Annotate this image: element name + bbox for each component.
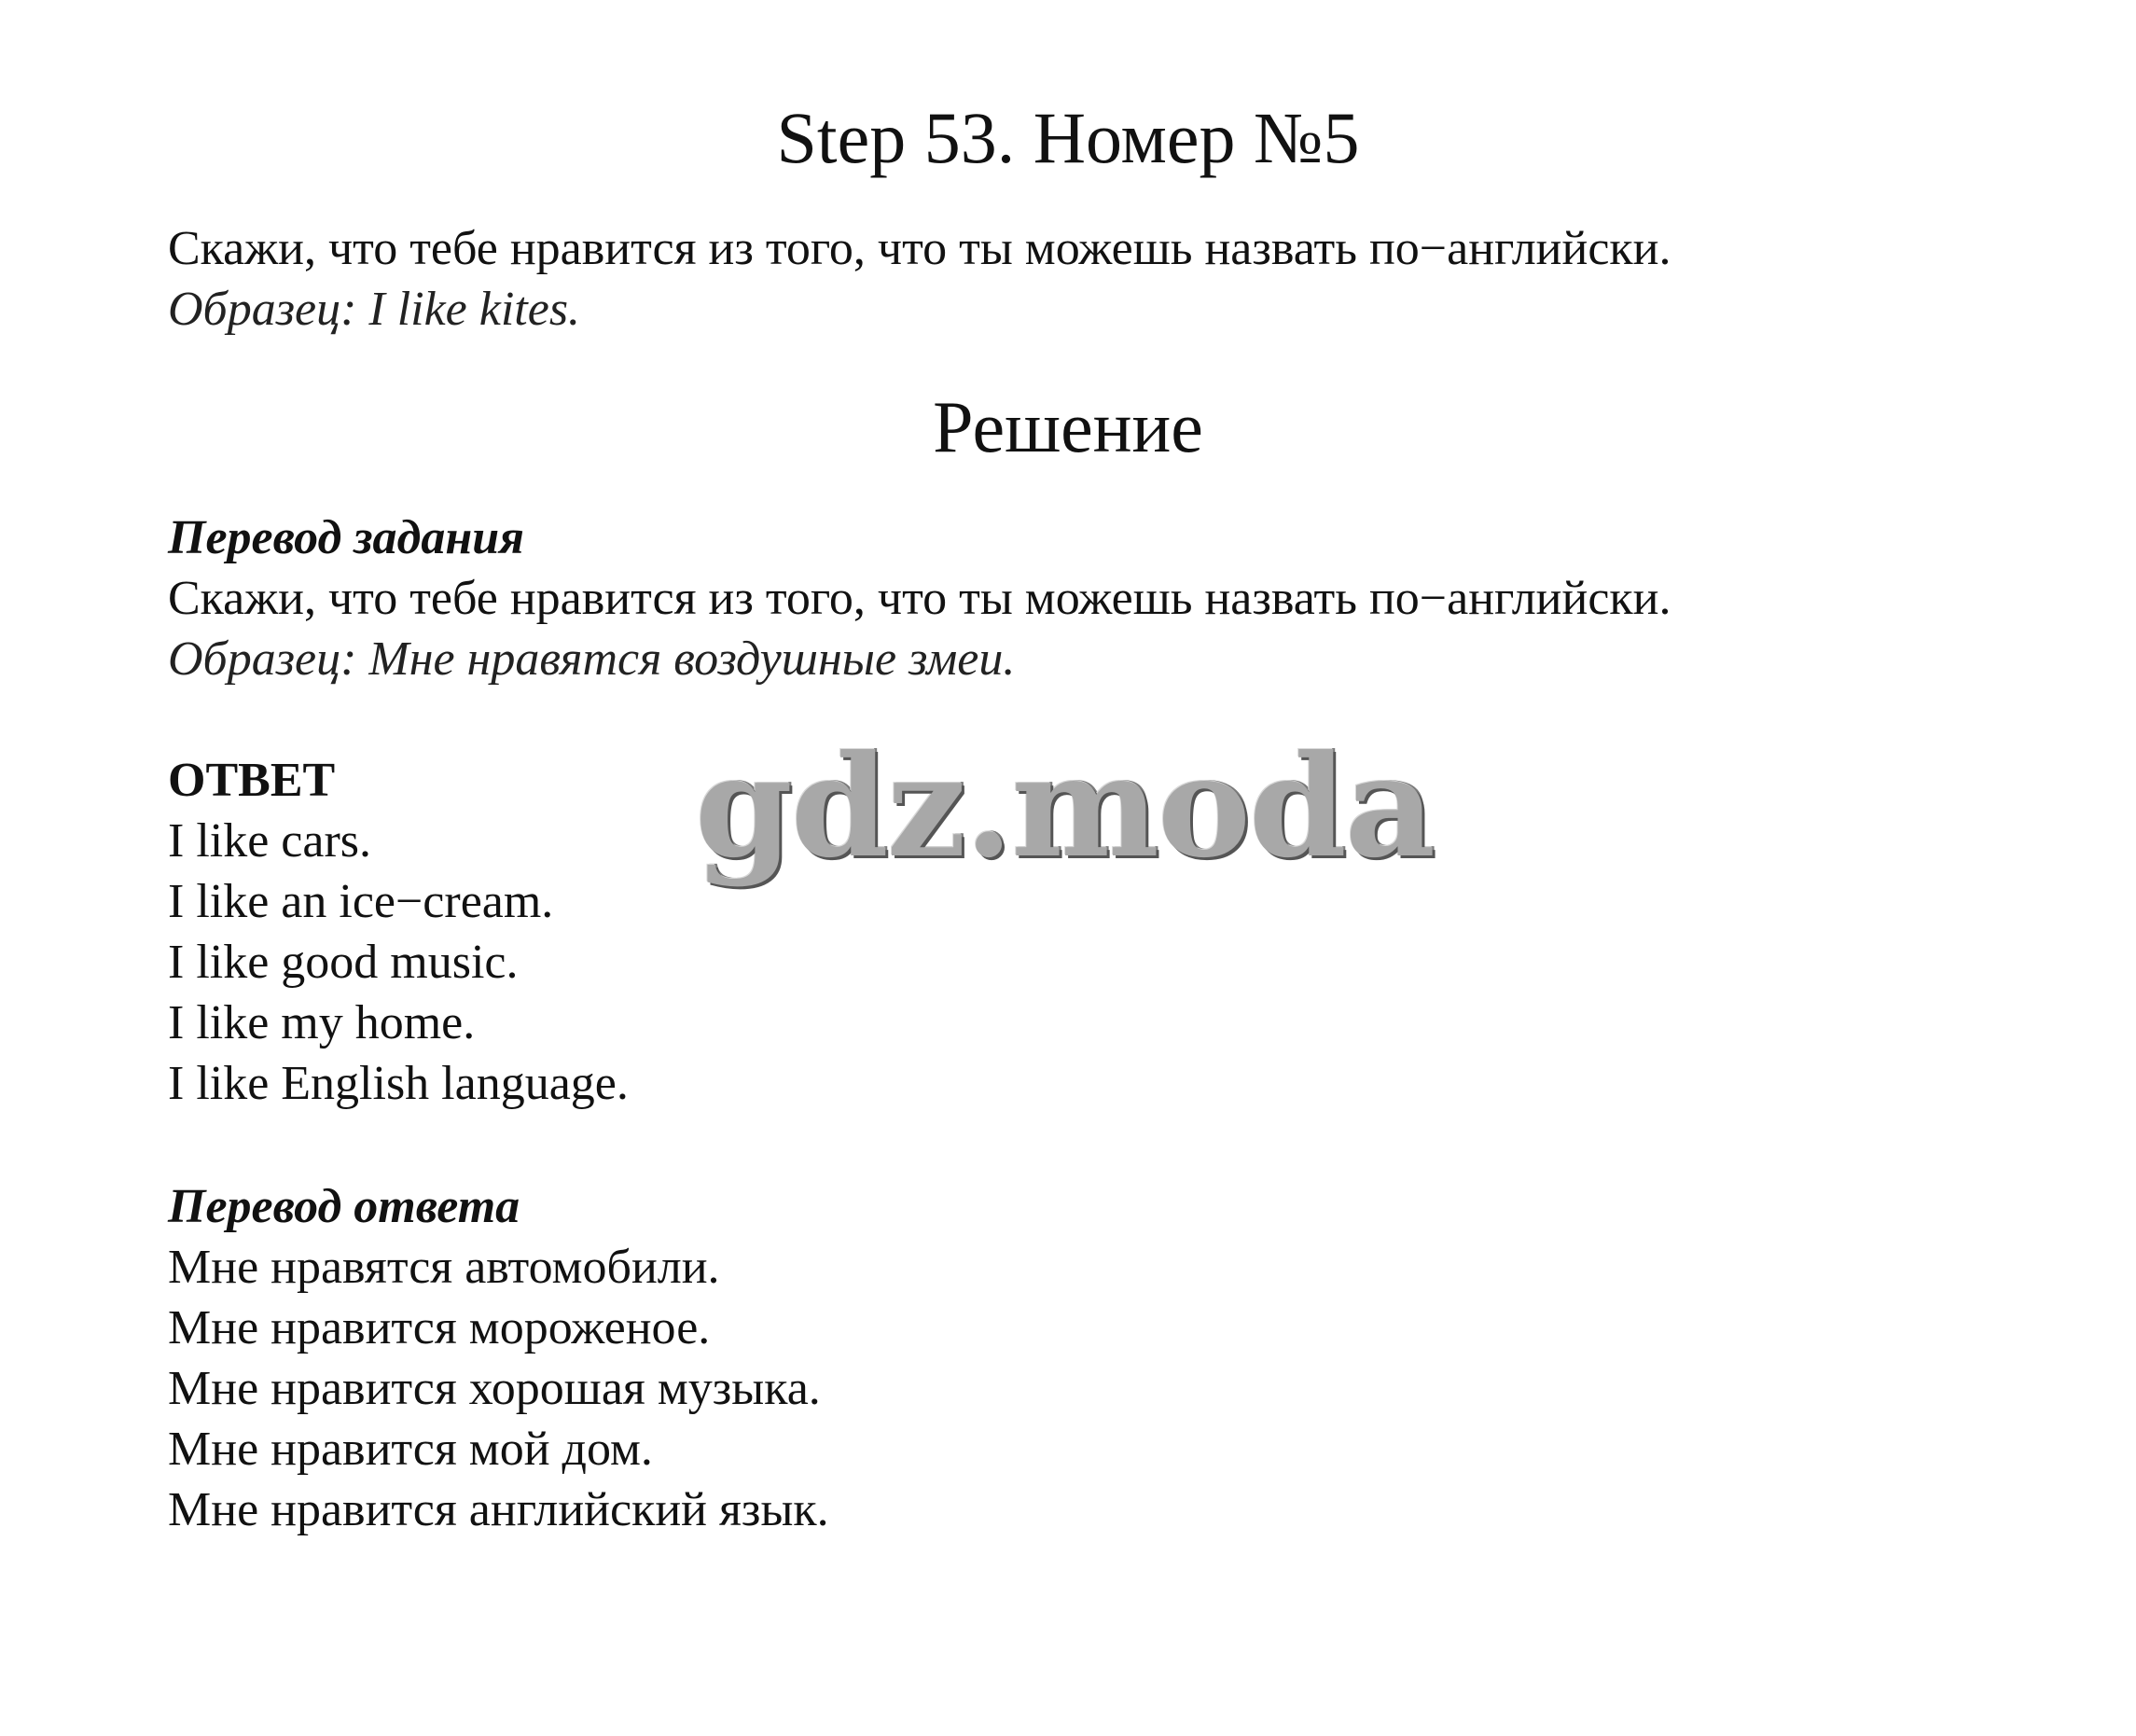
answer-translation-line: Мне нравится хорошая музыка. — [168, 1362, 821, 1415]
answer-line: I like my home. — [168, 996, 476, 1049]
solution-title: Решение — [933, 386, 1203, 467]
answer-heading: ОТВЕТ — [168, 754, 336, 807]
answer-translation-line: Мне нравится мой дом. — [168, 1423, 653, 1476]
answer-line: I like good music. — [168, 936, 519, 989]
answer-translation-line: Мне нравится английский язык. — [168, 1483, 829, 1536]
task-translation-example: Образец: Мне нравятся воздушные змеи. — [168, 632, 1016, 686]
answer-line: I like cars. — [168, 814, 372, 868]
answer-line: I like an ice−cream. — [168, 875, 554, 928]
page-title: Step 53. Номер №5 — [776, 97, 1360, 178]
answer-line: I like English language. — [168, 1057, 629, 1110]
answer-translation-line: Мне нравится мороженое. — [168, 1301, 711, 1354]
watermark-logo: gdz.moda — [695, 725, 1435, 889]
task-example: Образец: I like kites. — [168, 283, 581, 336]
answer-translation-heading: Перевод ответа — [168, 1180, 520, 1233]
task-instruction: Скажи, что тебе нравится из того, что ты можешь назвать по−английски. — [168, 222, 1671, 275]
task-translation-instruction: Скажи, что тебе нравится из того, что ты можешь назвать по−английски. — [168, 572, 1671, 625]
answer-translation-line: Мне нравятся автомобили. — [168, 1241, 720, 1294]
task-translation-heading: Перевод задания — [168, 511, 524, 564]
